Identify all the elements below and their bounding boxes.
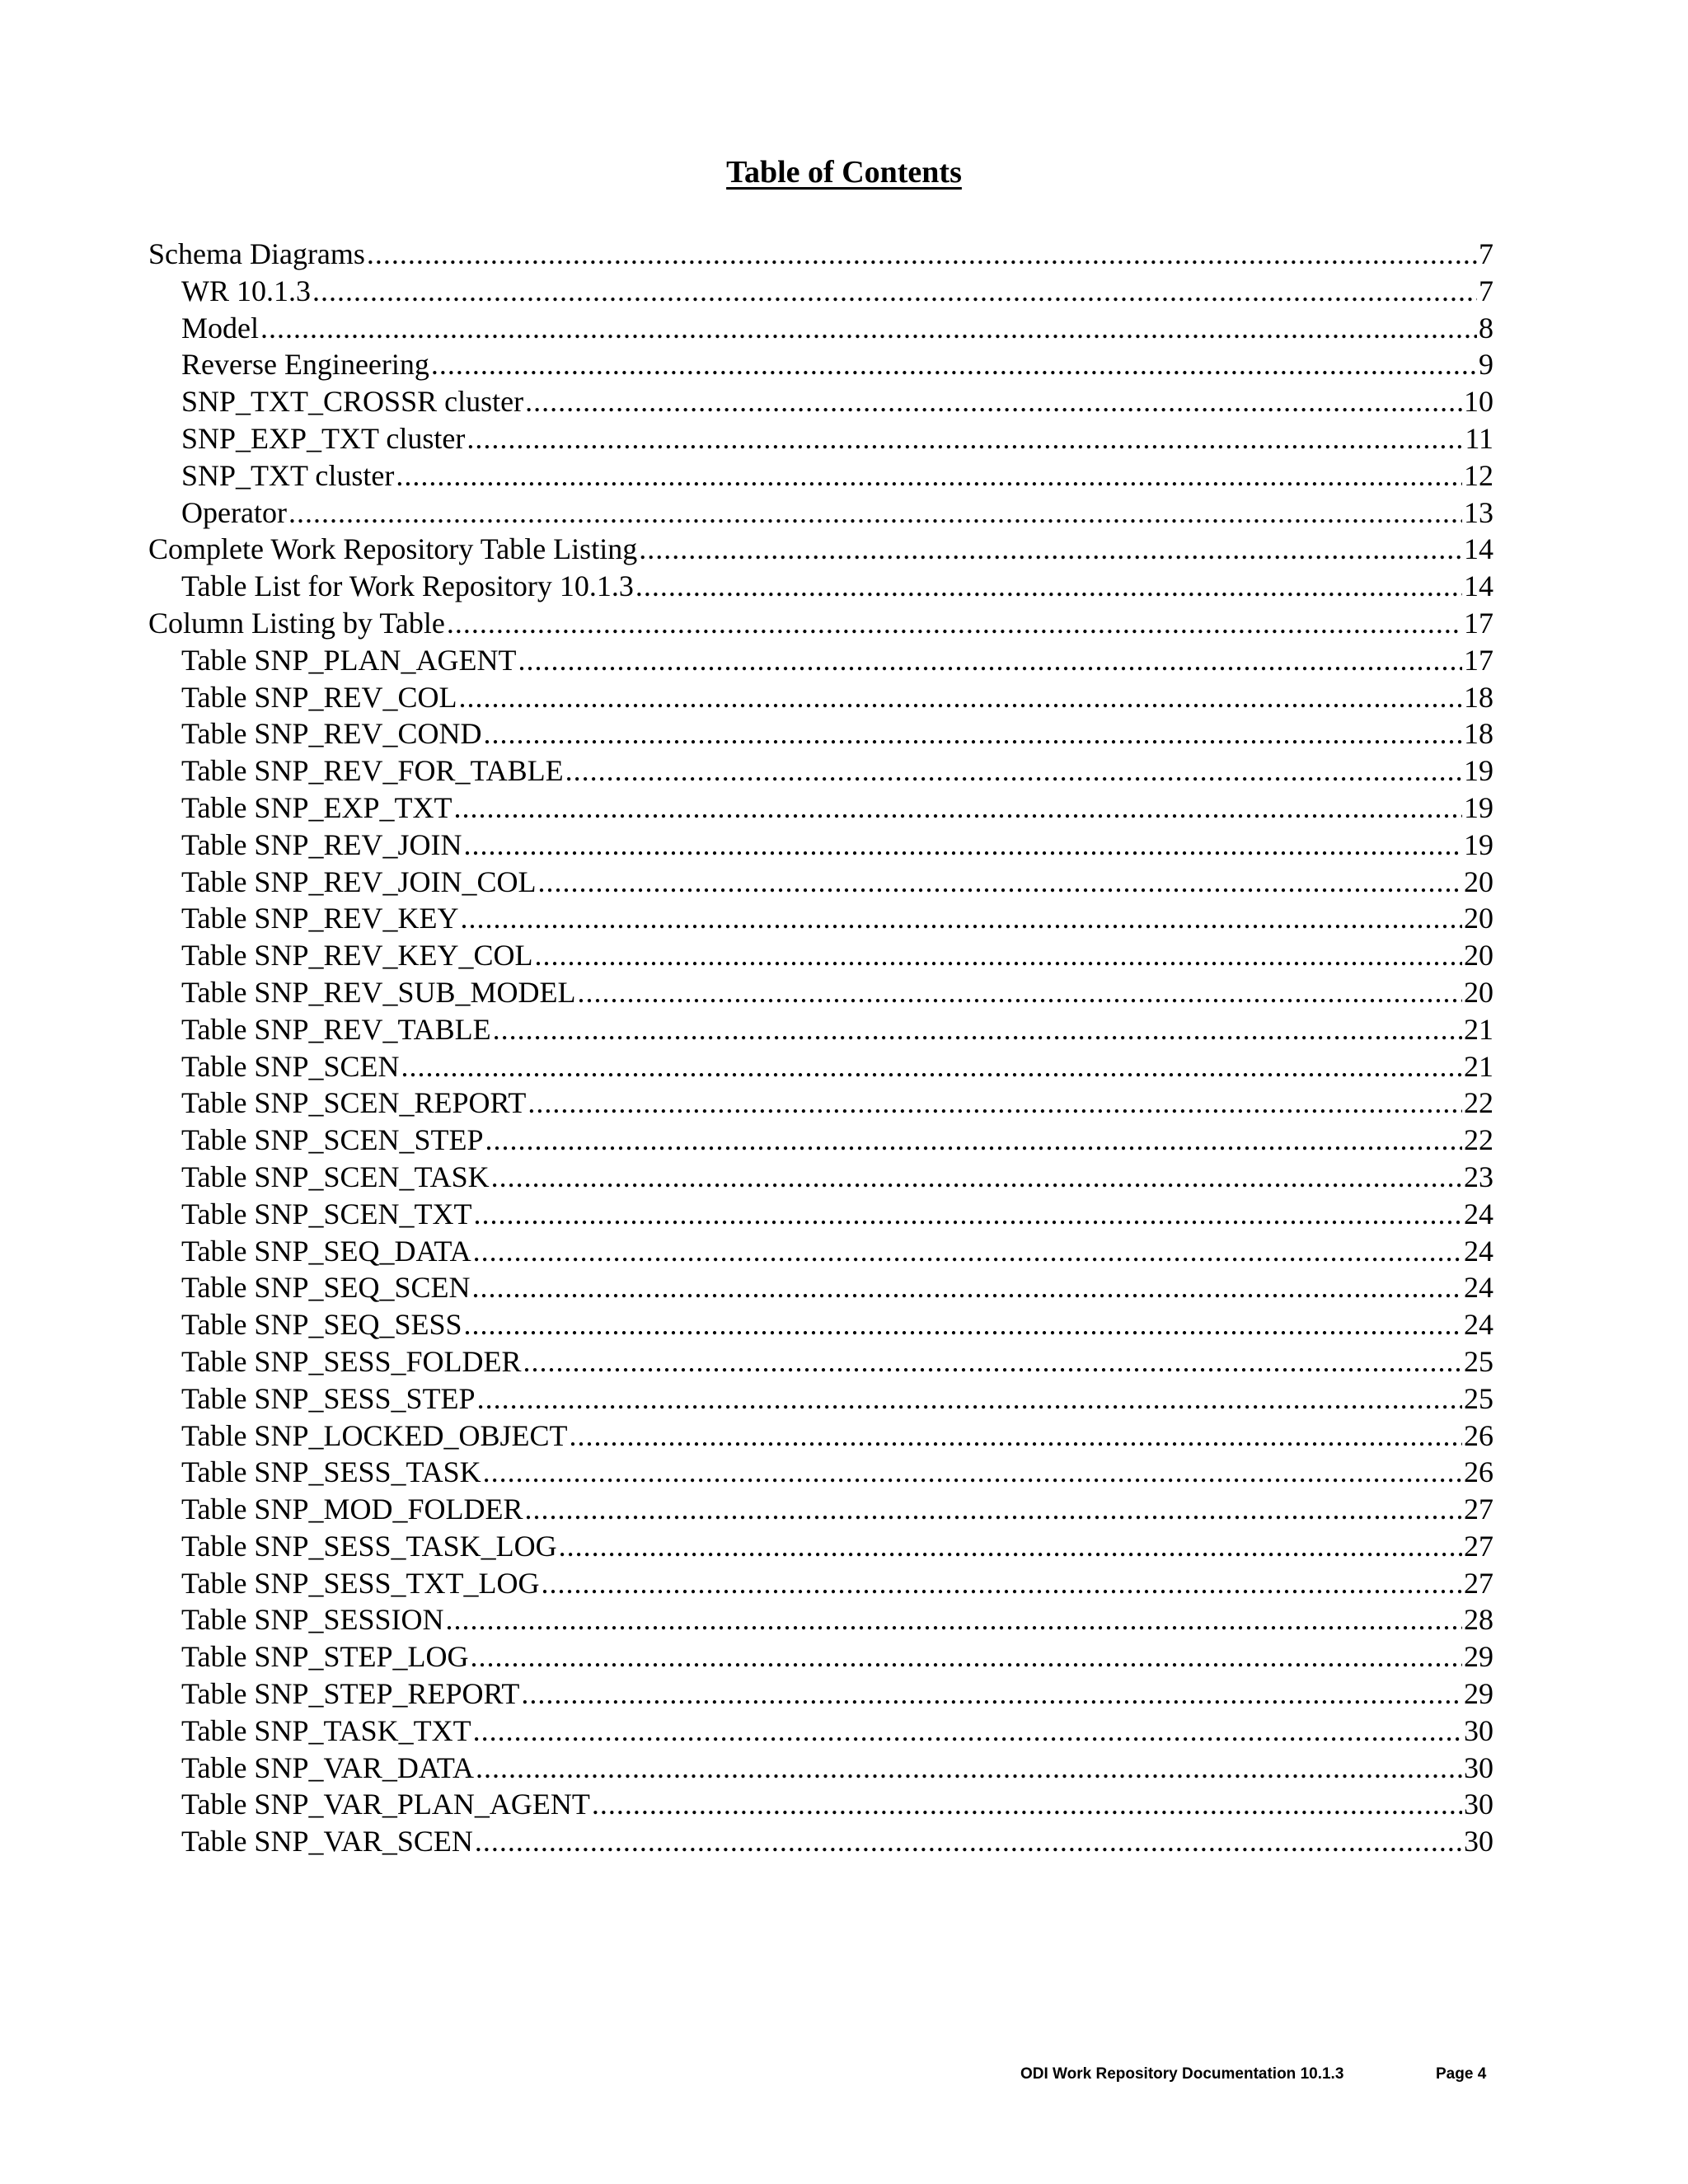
page-title: Table of Contents — [726, 155, 962, 190]
toc-entry-page-number: 23 — [1464, 1160, 1493, 1193]
toc-entry[interactable] — [148, 346, 1493, 383]
toc-entry[interactable] — [148, 974, 1493, 1011]
toc-entry-label: Table SNP_REV_JOIN — [181, 827, 462, 861]
toc-entry[interactable] — [148, 457, 1493, 494]
toc-entry-label: Table SNP_SESS_FOLDER — [181, 1344, 522, 1378]
toc-entry-label: Table SNP_SESS_TXT_LOG — [181, 1566, 540, 1600]
toc-entry-page-number: 30 — [1464, 1825, 1493, 1858]
toc-entry[interactable] — [148, 827, 1493, 864]
toc-entry-label: Table SNP_REV_TABLE — [181, 1012, 491, 1046]
toc-entry[interactable] — [148, 752, 1493, 790]
toc-entry-page-number: 25 — [1464, 1344, 1493, 1378]
toc-dot-leader — [523, 1343, 1462, 1380]
toc-dot-leader — [460, 900, 1462, 937]
toc-entry-page-number: 30 — [1464, 1713, 1493, 1747]
toc-entry-label: Table SNP_STEP_LOG — [181, 1640, 469, 1674]
toc-entry-page-number: 19 — [1464, 827, 1493, 861]
footer-document-title: ODI Work Repository Documentation 10.1.3 — [1020, 2065, 1344, 2083]
toc-entry[interactable] — [148, 1048, 1493, 1085]
toc-entry[interactable] — [148, 236, 1493, 273]
toc-entry-page-number: 7 — [1479, 237, 1493, 270]
toc-dot-leader — [525, 1491, 1463, 1528]
toc-entry-label: Table SNP_SCEN_TXT — [181, 1197, 472, 1230]
toc-entry-label: Table SNP_REV_KEY_COL — [181, 939, 533, 972]
toc-entry[interactable] — [148, 1786, 1493, 1823]
toc-entry[interactable] — [148, 1159, 1493, 1196]
toc-entry-label: Table SNP_SEQ_SESS — [181, 1308, 462, 1342]
toc-entry-page-number: 21 — [1464, 1012, 1493, 1046]
toc-dot-leader — [453, 790, 1462, 827]
toc-entry[interactable] — [148, 420, 1493, 457]
toc-dot-leader — [559, 1528, 1462, 1565]
toc-entry[interactable] — [148, 1306, 1493, 1343]
toc-entry-label: Table SNP_SCEN_STEP — [181, 1123, 484, 1157]
toc-entry[interactable] — [148, 1269, 1493, 1306]
toc-entry-page-number: 27 — [1464, 1529, 1493, 1563]
toc-entry[interactable] — [148, 1601, 1493, 1638]
toc-entry[interactable] — [148, 679, 1493, 716]
toc-entry[interactable] — [148, 1565, 1493, 1602]
toc-entry-page-number: 22 — [1464, 1123, 1493, 1157]
toc-entry[interactable] — [148, 273, 1493, 310]
toc-dot-leader — [312, 273, 1477, 310]
toc-entry-page-number: 24 — [1464, 1197, 1493, 1230]
toc-entry[interactable] — [148, 531, 1493, 568]
toc-entry-label: SNP_TXT_CROSSR cluster — [181, 385, 524, 419]
toc-entry-page-number: 27 — [1464, 1493, 1493, 1526]
toc-dot-leader — [528, 1085, 1462, 1122]
toc-entry-label: Table SNP_TASK_TXT — [181, 1713, 471, 1747]
toc-dot-leader — [472, 1269, 1462, 1306]
toc-entry-label: Operator — [181, 495, 287, 529]
toc-entry-label: Reverse Engineering — [181, 348, 429, 382]
toc-entry-label: Table SNP_LOCKED_OBJECT — [181, 1418, 568, 1452]
toc-dot-leader — [463, 827, 1462, 864]
toc-entry-page-number: 14 — [1464, 569, 1493, 603]
toc-entry-page-number: 24 — [1464, 1271, 1493, 1305]
toc-entry-label: Table SNP_SESS_STEP — [181, 1381, 476, 1415]
toc-entry-page-number: 8 — [1479, 311, 1493, 344]
toc-entry-label: Table SNP_PLAN_AGENT — [181, 643, 517, 677]
toc-entry-page-number: 18 — [1464, 680, 1493, 714]
toc-dot-leader — [485, 1122, 1462, 1159]
toc-entry-label: Table SNP_STEP_REPORT — [181, 1677, 520, 1711]
toc-entry[interactable] — [148, 1528, 1493, 1565]
toc-entry-label: Table SNP_REV_JOIN_COL — [181, 865, 537, 898]
toc-entry[interactable] — [148, 1713, 1493, 1750]
toc-dot-leader — [525, 383, 1462, 420]
toc-entry-page-number: 24 — [1464, 1234, 1493, 1268]
toc-entry-page-number: 17 — [1464, 606, 1493, 640]
toc-entry-label: Complete Work Repository Table Listing — [148, 532, 638, 566]
toc-dot-leader — [493, 1011, 1462, 1048]
toc-dot-leader — [458, 679, 1462, 716]
toc-dot-leader — [467, 420, 1463, 457]
toc-dot-leader — [473, 1233, 1462, 1270]
toc-entry-page-number: 28 — [1464, 1603, 1493, 1637]
toc-entry-page-number: 14 — [1464, 532, 1493, 566]
toc-entry[interactable] — [148, 1638, 1493, 1675]
toc-entry[interactable] — [148, 605, 1493, 642]
toc-entry[interactable] — [148, 1380, 1493, 1418]
toc-entry-label: SNP_TXT cluster — [181, 458, 395, 492]
toc-entry-label: Table SNP_EXP_TXT — [181, 790, 452, 824]
toc-entry-page-number: 20 — [1464, 902, 1493, 935]
toc-entry-label: Table SNP_SEQ_SCEN — [181, 1271, 471, 1305]
toc-entry-page-number: 22 — [1464, 1086, 1493, 1120]
toc-dot-leader — [542, 1565, 1463, 1602]
toc-dot-leader — [464, 1306, 1462, 1343]
toc-entry-label: Table SNP_REV_SUB_MODEL — [181, 975, 576, 1009]
toc-entry[interactable] — [148, 1675, 1493, 1713]
toc-entry-page-number: 19 — [1464, 754, 1493, 788]
toc-entry-page-number: 30 — [1464, 1788, 1493, 1821]
toc-entry-page-number: 24 — [1464, 1308, 1493, 1342]
toc-entry-page-number: 21 — [1464, 1049, 1493, 1083]
toc-entry-page-number: 11 — [1465, 421, 1493, 455]
toc-entry[interactable] — [148, 715, 1493, 752]
toc-dot-leader — [483, 1454, 1462, 1491]
toc-entry-label: Table SNP_VAR_DATA — [181, 1750, 474, 1784]
toc-entry[interactable] — [148, 1343, 1493, 1380]
toc-entry-label: Column Listing by Table — [148, 606, 445, 640]
toc-entry[interactable] — [148, 1491, 1493, 1528]
toc-dot-leader — [476, 1750, 1462, 1787]
toc-entry[interactable] — [148, 642, 1493, 679]
toc-dot-leader — [401, 1048, 1463, 1085]
toc-dot-leader — [473, 1196, 1462, 1233]
toc-entry-page-number: 20 — [1464, 865, 1493, 898]
toc-dot-leader — [396, 457, 1462, 494]
toc-entry-label: Table SNP_SESS_TASK — [181, 1455, 481, 1489]
toc-entry-page-number: 7 — [1479, 274, 1493, 307]
toc-entry-page-number: 13 — [1464, 495, 1493, 529]
toc-dot-leader — [260, 310, 1477, 347]
toc-dot-leader — [635, 568, 1462, 605]
toc-entry[interactable] — [148, 790, 1493, 827]
toc-entry[interactable] — [148, 1122, 1493, 1159]
table-of-contents — [148, 236, 1493, 1860]
toc-entry[interactable] — [148, 1233, 1493, 1270]
toc-entry-label: Table SNP_REV_COL — [181, 680, 457, 714]
toc-entry[interactable] — [148, 864, 1493, 901]
toc-entry-page-number: 20 — [1464, 975, 1493, 1009]
toc-dot-leader — [592, 1786, 1462, 1823]
toc-entry[interactable] — [148, 1011, 1493, 1048]
toc-entry-label: Table SNP_MOD_FOLDER — [181, 1493, 523, 1526]
toc-dot-leader — [491, 1159, 1462, 1196]
toc-entry-page-number: 26 — [1464, 1455, 1493, 1489]
toc-entry-page-number: 12 — [1464, 458, 1493, 492]
toc-entry-label: Table SNP_REV_FOR_TABLE — [181, 754, 564, 788]
toc-entry[interactable] — [148, 1823, 1493, 1860]
toc-entry[interactable] — [148, 1196, 1493, 1233]
toc-entry-label: Table SNP_SESS_TASK_LOG — [181, 1529, 557, 1563]
toc-dot-leader — [483, 715, 1462, 752]
toc-dot-leader — [367, 236, 1477, 273]
toc-dot-leader — [446, 1601, 1462, 1638]
toc-dot-leader — [473, 1713, 1462, 1750]
toc-entry-label: WR 10.1.3 — [181, 274, 311, 307]
toc-entry-page-number: 30 — [1464, 1750, 1493, 1784]
toc-entry-page-number: 27 — [1464, 1566, 1493, 1600]
toc-entry[interactable] — [148, 494, 1493, 532]
toc-dot-leader — [569, 1418, 1462, 1455]
toc-entry-label: Table SNP_REV_COND — [181, 717, 482, 751]
toc-entry[interactable] — [148, 1418, 1493, 1455]
toc-entry[interactable] — [148, 1454, 1493, 1491]
toc-dot-leader — [477, 1380, 1462, 1418]
toc-entry-label: Table SNP_REV_KEY — [181, 902, 459, 935]
toc-entry-label: Table SNP_VAR_PLAN_AGENT — [181, 1788, 590, 1821]
toc-dot-leader — [534, 937, 1462, 974]
toc-entry-label: SNP_EXP_TXT cluster — [181, 421, 466, 455]
toc-entry-label: Table SNP_SCEN_REPORT — [181, 1086, 527, 1120]
toc-dot-leader — [447, 605, 1462, 642]
toc-entry-label: Schema Diagrams — [148, 237, 365, 270]
toc-dot-leader — [288, 494, 1462, 532]
toc-entry[interactable] — [148, 383, 1493, 420]
toc-dot-leader — [518, 642, 1462, 679]
toc-dot-leader — [431, 346, 1477, 383]
toc-entry-label: Table SNP_VAR_SCEN — [181, 1825, 473, 1858]
toc-dot-leader — [537, 864, 1462, 901]
toc-dot-leader — [475, 1823, 1462, 1860]
toc-dot-leader — [639, 531, 1462, 568]
toc-entry-page-number: 17 — [1464, 643, 1493, 677]
toc-entry-page-number: 25 — [1464, 1381, 1493, 1415]
toc-entry-label: Model — [181, 311, 259, 344]
toc-entry-page-number: 10 — [1464, 385, 1493, 419]
toc-entry[interactable] — [148, 1750, 1493, 1787]
toc-entry-page-number: 19 — [1464, 790, 1493, 824]
toc-entry[interactable] — [148, 310, 1493, 347]
toc-entry-page-number: 18 — [1464, 717, 1493, 751]
toc-entry[interactable] — [148, 1085, 1493, 1122]
toc-entry[interactable] — [148, 900, 1493, 937]
toc-entry-label: Table SNP_SESSION — [181, 1603, 444, 1637]
toc-entry-label: Table SNP_SCEN — [181, 1049, 400, 1083]
toc-dot-leader — [471, 1638, 1463, 1675]
toc-dot-leader — [578, 974, 1463, 1011]
toc-entry-page-number: 9 — [1479, 348, 1493, 382]
footer-page-number: Page 4 — [1436, 2065, 1487, 2083]
toc-entry-page-number: 20 — [1464, 939, 1493, 972]
toc-entry-page-number: 29 — [1464, 1677, 1493, 1711]
toc-entry-label: Table List for Work Repository 10.1.3 — [181, 569, 634, 603]
toc-dot-leader — [565, 752, 1462, 790]
toc-entry-label: Table SNP_SEQ_DATA — [181, 1234, 471, 1268]
toc-entry-page-number: 29 — [1464, 1640, 1493, 1674]
toc-entry-label: Table SNP_SCEN_TASK — [181, 1160, 490, 1193]
toc-entry[interactable] — [148, 937, 1493, 974]
toc-entry[interactable] — [148, 568, 1493, 605]
toc-entry-page-number: 26 — [1464, 1418, 1493, 1452]
toc-dot-leader — [521, 1675, 1462, 1713]
